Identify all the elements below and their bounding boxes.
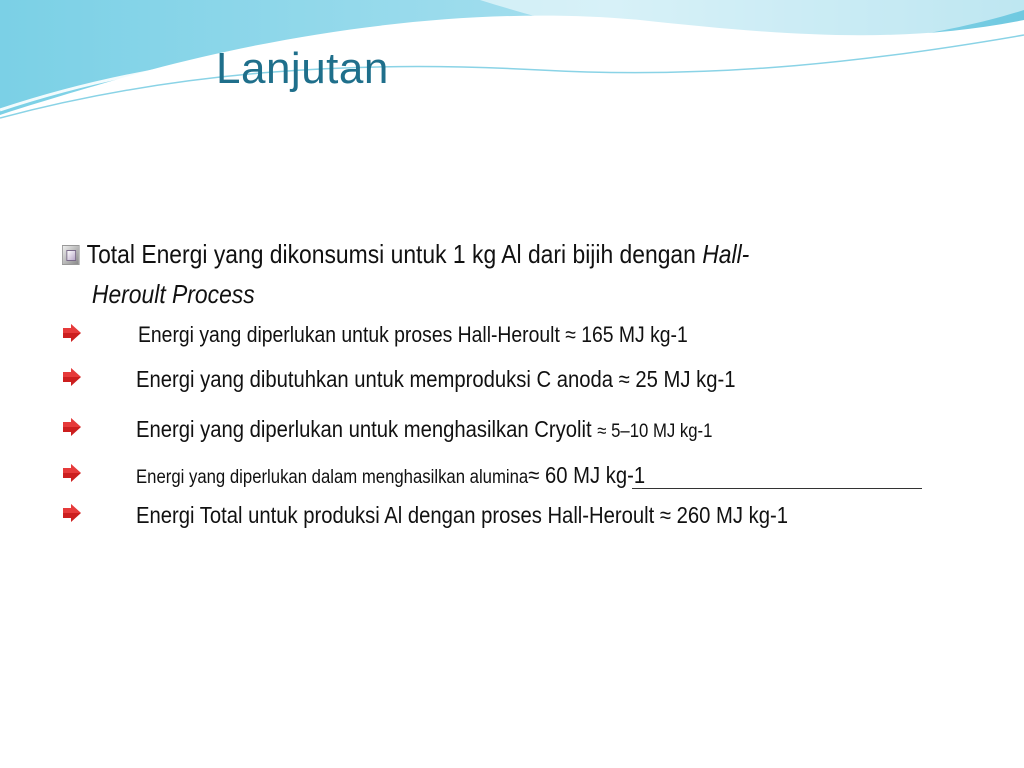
list-item bbox=[62, 322, 962, 352]
list-item bbox=[62, 366, 962, 396]
slide-title: Lanjutan bbox=[216, 44, 389, 93]
underline-divider bbox=[632, 488, 922, 489]
list-item-label: Energi yang diperlukan dalam menghasilkan alumina bbox=[136, 467, 529, 488]
list-item-value: ≈ 60 MJ kg-1 bbox=[528, 462, 646, 488]
list-item-label: Energi yang diperlukan untuk menghasilkan Cryolit bbox=[136, 416, 598, 442]
arrow-bullet-icon bbox=[62, 464, 82, 482]
main-bullet bbox=[62, 234, 819, 314]
list-item-value: ≈ 5–10 MJ kg-1 bbox=[597, 421, 713, 442]
arrow-bullet-icon bbox=[62, 418, 82, 436]
arrow-bullet-icon bbox=[62, 504, 82, 522]
arrow-bullet-icon bbox=[62, 324, 82, 342]
list-item bbox=[62, 416, 962, 446]
main-bullet-italic-2: Heroult Process bbox=[91, 279, 255, 309]
list-item-text: Energi yang dibutuhkan untuk memproduksi C anoda ≈ 25 MJ kg-1 bbox=[136, 366, 736, 392]
arrow-bullet-icon bbox=[62, 368, 82, 386]
list-item bbox=[62, 502, 962, 532]
list-item-text: Energi yang diperlukan untuk proses Hall-Heroult ≈ 165 MJ kg-1 bbox=[138, 322, 688, 347]
list-item-text bbox=[136, 462, 645, 489]
list-item-text bbox=[136, 416, 712, 443]
header-wave-decoration bbox=[0, 0, 1024, 130]
list-item-text: Energi Total untuk produksi Al dengan proses Hall-Heroult ≈ 260 MJ kg-1 bbox=[136, 502, 789, 528]
square-bullet-icon bbox=[62, 245, 80, 265]
main-bullet-italic-1: Hall- bbox=[702, 239, 750, 269]
main-bullet-text: Total Energi yang dikonsumsi untuk 1 kg Al dari bijih dengan bbox=[86, 239, 703, 269]
